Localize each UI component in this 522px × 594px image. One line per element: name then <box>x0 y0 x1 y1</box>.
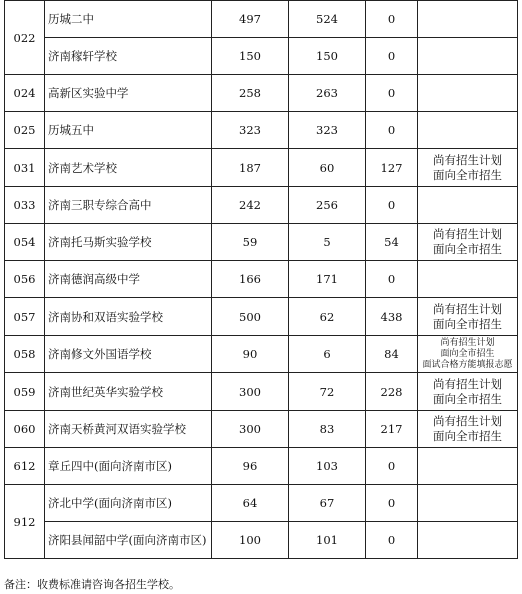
admitted-count-cell: 256 <box>289 187 366 224</box>
remaining-count-cell: 228 <box>366 373 418 411</box>
table-row <box>5 485 518 522</box>
note-cell <box>418 373 518 411</box>
remaining-count-cell: 217 <box>366 411 418 448</box>
note-cell <box>418 298 518 336</box>
admitted-count-cell: 62 <box>289 298 366 336</box>
school-code-cell: 033 <box>5 187 45 224</box>
school-code-cell: 059 <box>5 373 45 411</box>
admitted-count-cell: 103 <box>289 448 366 485</box>
remaining-count-cell: 0 <box>366 485 418 522</box>
school-name-cell: 济南托马斯实验学校 <box>45 224 212 261</box>
school-code-cell: 058 <box>5 336 45 373</box>
remaining-count-cell: 0 <box>366 38 418 75</box>
table-row <box>5 261 518 298</box>
plan-count-cell: 90 <box>212 336 289 373</box>
note-line: 面向全市招生 <box>433 316 502 331</box>
admitted-count-cell: 524 <box>289 1 366 38</box>
school-code-cell: 056 <box>5 261 45 298</box>
note-line: 尚有招生计划 <box>433 376 502 391</box>
plan-count-cell: 258 <box>212 75 289 112</box>
school-name-cell: 济南修文外国语学校 <box>45 336 212 373</box>
admitted-count-cell: 323 <box>289 112 366 149</box>
school-name-cell: 历城五中 <box>45 112 212 149</box>
note-line: 尚有招生计划 <box>433 227 502 241</box>
school-code-cell: 060 <box>5 411 45 448</box>
school-code-cell: 031 <box>5 149 45 187</box>
school-code-cell: 022 <box>5 1 45 75</box>
note-cell <box>418 522 518 559</box>
school-code-cell: 057 <box>5 298 45 336</box>
table-row <box>5 187 518 224</box>
school-name-cell: 章丘四中(面向济南市区) <box>45 448 212 485</box>
admitted-count-cell: 67 <box>289 485 366 522</box>
note-cell <box>418 187 518 224</box>
table-row <box>5 75 518 112</box>
note-cell <box>418 448 518 485</box>
note-cell <box>418 411 518 448</box>
plan-count-cell: 323 <box>212 112 289 149</box>
school-code-cell: 025 <box>5 112 45 149</box>
note-cell <box>418 261 518 298</box>
table-row <box>5 224 518 261</box>
admission-table <box>4 0 518 559</box>
plan-count-cell: 300 <box>212 411 289 448</box>
school-name-cell: 济南三职专综合高中 <box>45 187 212 224</box>
admitted-count-cell: 5 <box>289 224 366 261</box>
note-cell <box>418 112 518 149</box>
note-cell <box>418 149 518 187</box>
table-row <box>5 112 518 149</box>
plan-count-cell: 64 <box>212 485 289 522</box>
school-name-cell: 高新区实验中学 <box>45 75 212 112</box>
plan-count-cell: 59 <box>212 224 289 261</box>
remaining-count-cell: 0 <box>366 522 418 559</box>
plan-count-cell: 242 <box>212 187 289 224</box>
table-row <box>5 1 518 38</box>
school-code-cell: 024 <box>5 75 45 112</box>
note-cell <box>418 75 518 112</box>
remaining-count-cell: 438 <box>366 298 418 336</box>
note-cell <box>418 224 518 261</box>
note-line: 面试合格方能填报志愿 <box>422 359 513 370</box>
admitted-count-cell: 101 <box>289 522 366 559</box>
admitted-count-cell: 171 <box>289 261 366 298</box>
admitted-count-cell: 72 <box>289 373 366 411</box>
remaining-count-cell: 0 <box>366 1 418 38</box>
note-line: 尚有招生计划 <box>433 152 502 167</box>
remaining-count-cell: 0 <box>366 448 418 485</box>
plan-count-cell: 187 <box>212 149 289 187</box>
school-code-cell: 054 <box>5 224 45 261</box>
table-body <box>5 1 518 559</box>
table-row <box>5 411 518 448</box>
remaining-count-cell: 0 <box>366 187 418 224</box>
school-name-cell: 济南协和双语实验学校 <box>45 298 212 336</box>
plan-count-cell: 100 <box>212 522 289 559</box>
admitted-count-cell: 263 <box>289 75 366 112</box>
note-line: 面向全市招生 <box>433 429 502 443</box>
note-cell <box>418 1 518 38</box>
plan-count-cell: 497 <box>212 1 289 38</box>
remaining-count-cell: 84 <box>366 336 418 373</box>
note-line: 尚有招生计划 <box>440 337 495 348</box>
remaining-count-cell: 54 <box>366 224 418 261</box>
plan-count-cell: 150 <box>212 38 289 75</box>
admitted-count-cell: 60 <box>289 149 366 187</box>
remaining-count-cell: 127 <box>366 149 418 187</box>
admitted-count-cell: 83 <box>289 411 366 448</box>
note-line: 尚有招生计划 <box>433 414 502 428</box>
table-row <box>5 336 518 373</box>
remaining-count-cell: 0 <box>366 75 418 112</box>
school-code-cell: 912 <box>5 485 45 559</box>
note-cell <box>418 336 518 373</box>
note-cell <box>418 485 518 522</box>
plan-count-cell: 500 <box>212 298 289 336</box>
note-line: 面向全市招生 <box>433 242 502 256</box>
school-name-cell: 济南世纪英华实验学校 <box>45 373 212 411</box>
table-row <box>5 522 518 559</box>
school-name-cell: 济阳县闻韶中学(面向济南市区) <box>45 522 212 559</box>
note-line: 面向全市招生 <box>440 348 495 359</box>
note-cell <box>418 38 518 75</box>
plan-count-cell: 300 <box>212 373 289 411</box>
school-name-cell: 济南稼轩学校 <box>45 38 212 75</box>
note-line: 尚有招生计划 <box>433 301 502 316</box>
admitted-count-cell: 150 <box>289 38 366 75</box>
table-row <box>5 149 518 187</box>
table-row <box>5 448 518 485</box>
school-name-cell: 济北中学(面向济南市区) <box>45 485 212 522</box>
plan-count-cell: 96 <box>212 448 289 485</box>
note-line: 面向全市招生 <box>433 391 502 406</box>
school-name-cell: 济南德润高级中学 <box>45 261 212 298</box>
school-name-cell: 历城二中 <box>45 1 212 38</box>
note-line: 面向全市招生 <box>433 167 502 182</box>
plan-count-cell: 166 <box>212 261 289 298</box>
remaining-count-cell: 0 <box>366 112 418 149</box>
school-code-cell: 612 <box>5 448 45 485</box>
table-row <box>5 373 518 411</box>
remaining-count-cell: 0 <box>366 261 418 298</box>
school-name-cell: 济南艺术学校 <box>45 149 212 187</box>
footnote: 备注：收费标准请咨询各招生学校。 <box>4 578 180 591</box>
table-row <box>5 298 518 336</box>
school-name-cell: 济南天桥黄河双语实验学校 <box>45 411 212 448</box>
table-row <box>5 38 518 75</box>
admitted-count-cell: 6 <box>289 336 366 373</box>
